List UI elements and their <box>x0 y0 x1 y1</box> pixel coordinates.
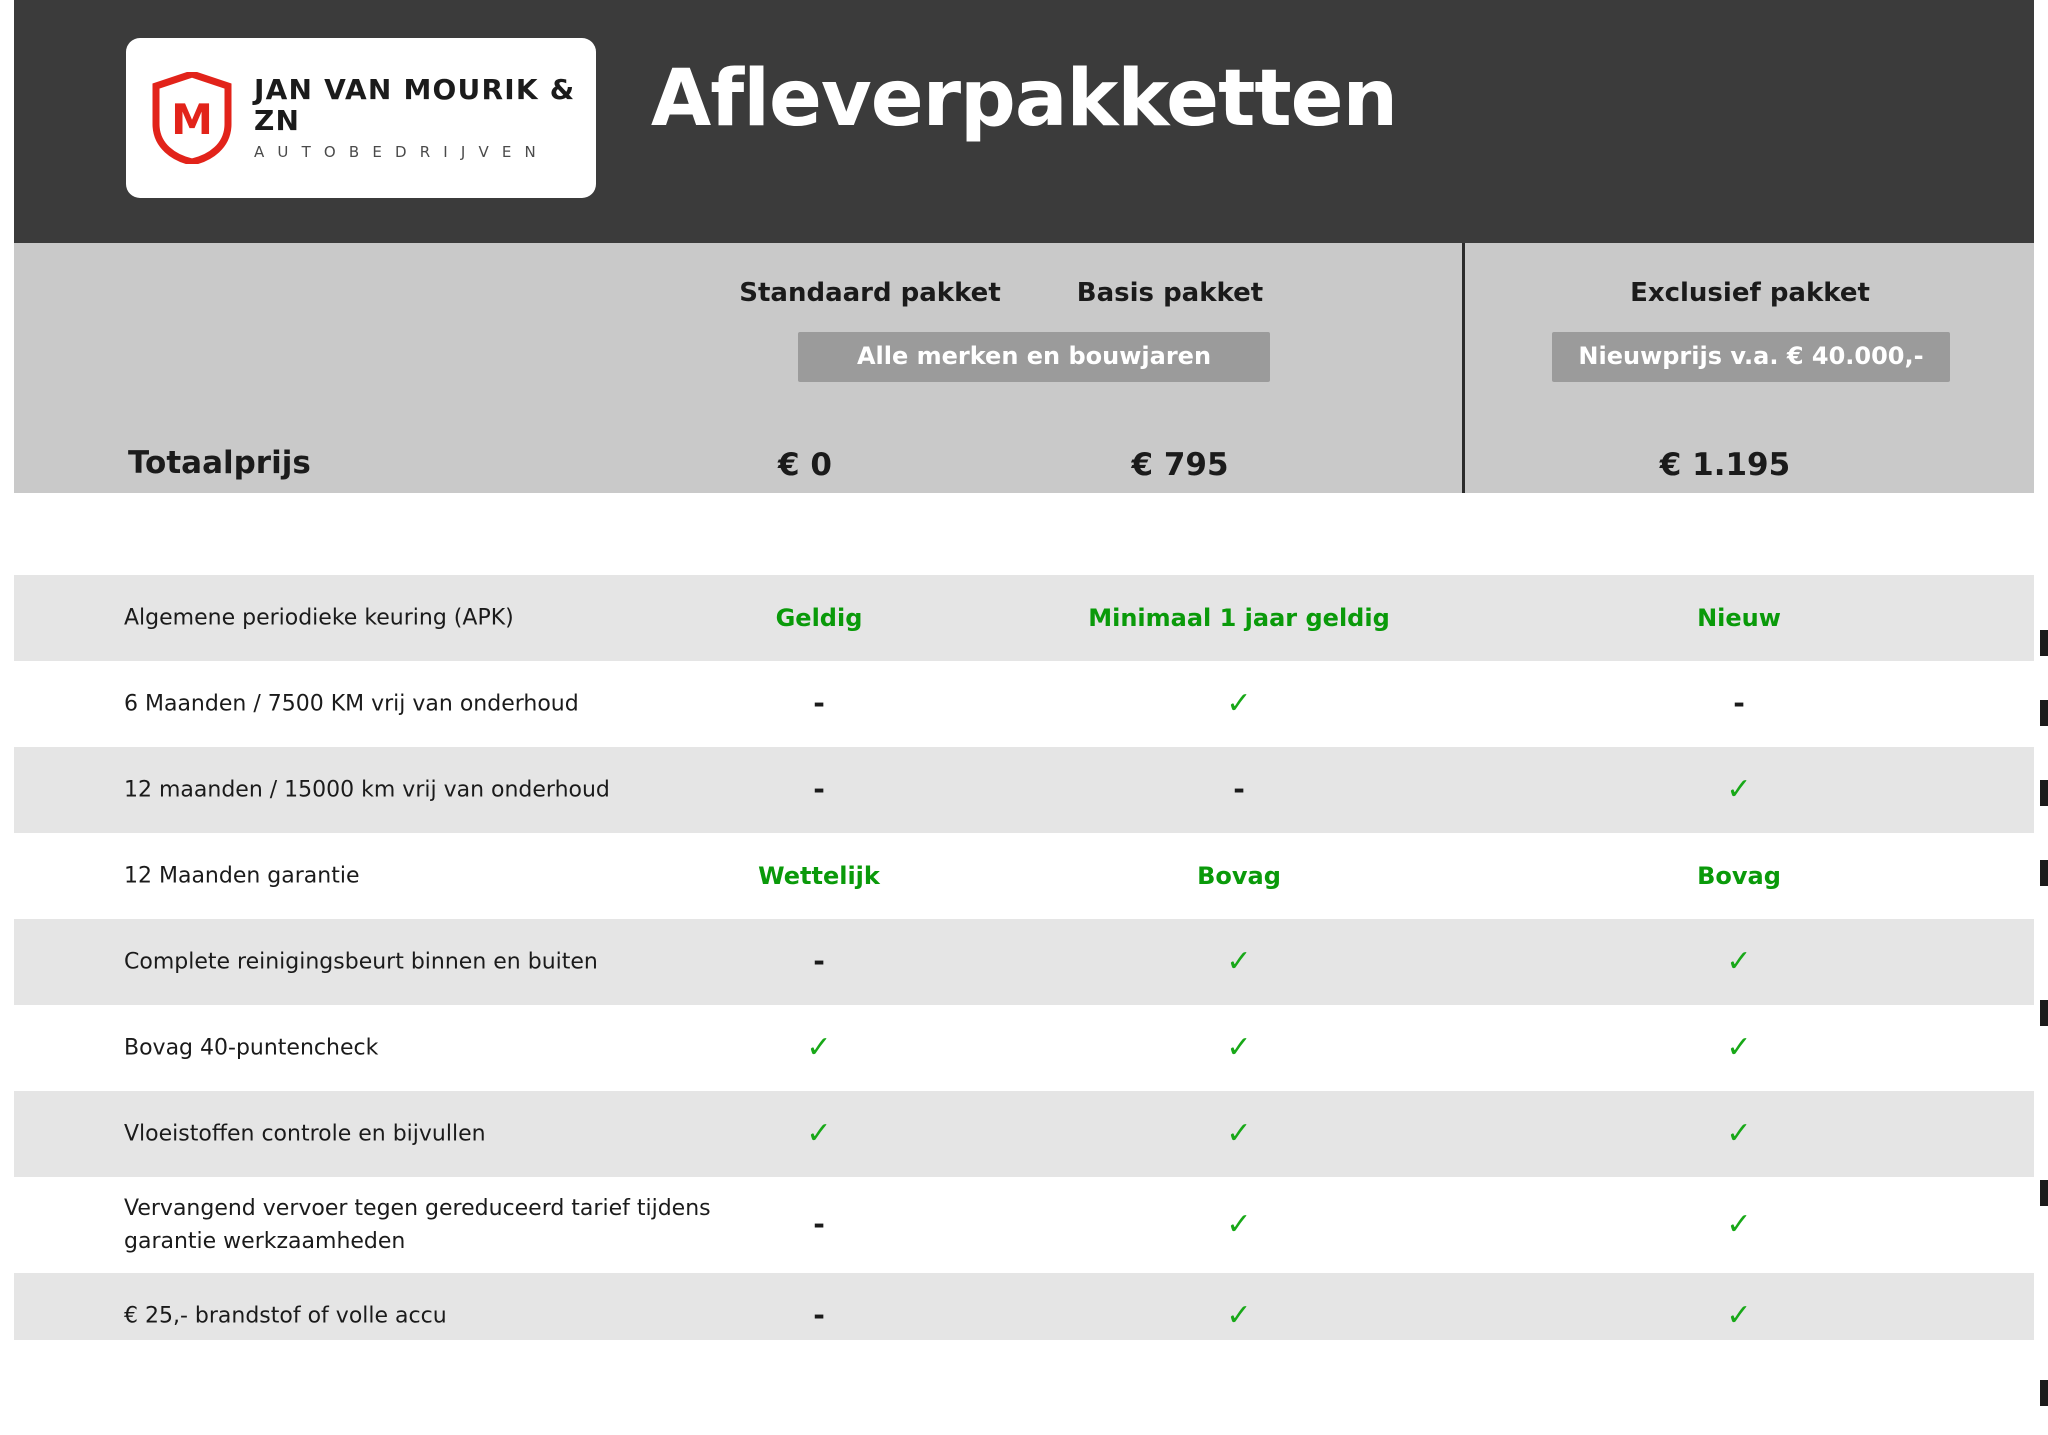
row-cell-exclusief <box>1544 686 1934 720</box>
check-icon: ✓ <box>806 1116 832 1151</box>
row-cell-standaard <box>714 686 924 720</box>
row-cell-standaard <box>714 1030 924 1065</box>
check-icon: ✓ <box>1726 944 1752 979</box>
column-header-standaard: Standaard pakket <box>739 278 1001 308</box>
row-label: Vloeistoffen controle en bijvullen <box>124 1121 486 1147</box>
badge-alle-merken: Alle merken en bouwjaren <box>798 332 1270 382</box>
row-label: Bovag 40-puntencheck <box>124 1035 379 1061</box>
row-label: Vervangend vervoer tegen gereduceerd tarief tijdens garantie werkzaamheden <box>124 1196 711 1254</box>
row-cell-exclusief <box>1544 1030 1934 1065</box>
row-cell-exclusief <box>1544 944 1934 979</box>
svg-text:M: M <box>171 95 213 144</box>
table-row <box>14 1005 2034 1091</box>
spacer-row-bottom <box>14 1340 2034 1435</box>
dash-icon: - <box>1733 686 1745 720</box>
row-label: Algemene periodieke keuring (APK) <box>124 605 514 631</box>
cell-text: Minimaal 1 jaar geldig <box>1088 604 1390 632</box>
cell-text: Bovag <box>1197 862 1281 890</box>
row-cell-standaard <box>714 1207 924 1241</box>
badge-nieuwprijs: Nieuwprijs v.a. € 40.000,- <box>1552 332 1950 382</box>
row-label: Complete reinigingsbeurt binnen en buiten <box>124 949 598 975</box>
column-header-basis: Basis pakket <box>1076 278 1264 308</box>
totaalprijs-label: Totaalprijs <box>128 445 311 481</box>
feature-table <box>14 575 2034 1359</box>
page-title: Afleverpakketten <box>650 54 1398 144</box>
dash-icon: - <box>1233 772 1245 806</box>
check-icon: ✓ <box>1226 944 1252 979</box>
totaalprijs-basis: € 795 <box>1131 447 1229 483</box>
totaalprijs-standaard: € 0 <box>778 447 832 483</box>
cell-text: Wettelijk <box>758 862 880 890</box>
row-label: 12 Maanden garantie <box>124 863 360 889</box>
row-label: 12 maanden / 15000 km vrij van onderhoud <box>124 777 610 803</box>
row-cell-exclusief <box>1544 1116 1934 1151</box>
cell-text: Geldig <box>775 604 863 632</box>
check-icon: ✓ <box>1726 1298 1752 1333</box>
check-icon: ✓ <box>1726 1207 1752 1242</box>
row-cell-basis <box>1034 686 1444 721</box>
row-cell-exclusief <box>1544 604 1934 632</box>
check-icon: ✓ <box>1726 772 1752 807</box>
dash-icon: - <box>813 944 825 978</box>
check-icon: ✓ <box>1226 1030 1252 1065</box>
row-cell-standaard <box>714 1298 924 1332</box>
row-cell-basis <box>1034 1030 1444 1065</box>
check-icon: ✓ <box>806 1030 832 1065</box>
table-row <box>14 575 2034 661</box>
row-cell-exclusief <box>1544 772 1934 807</box>
row-cell-basis <box>1034 1116 1444 1151</box>
table-row <box>14 1091 2034 1177</box>
dash-icon: - <box>813 1298 825 1332</box>
logo-company-name: JAN VAN MOURIK & ZN <box>254 73 576 137</box>
row-cell-standaard <box>714 862 924 890</box>
row-cell-basis <box>1034 604 1444 632</box>
row-label: 6 Maanden / 7500 KM vrij van onderhoud <box>124 691 579 717</box>
table-row <box>14 661 2034 747</box>
row-cell-basis <box>1034 1207 1444 1242</box>
spacer-row-top <box>14 493 2034 575</box>
check-icon: ✓ <box>1226 1207 1252 1242</box>
page-edge-marks <box>2040 0 2048 1435</box>
check-icon: ✓ <box>1226 686 1252 721</box>
row-cell-exclusief <box>1544 862 1934 890</box>
table-row <box>14 1177 2034 1273</box>
totaalprijs-exclusief: € 1.195 <box>1659 447 1791 483</box>
logo-company-subtitle: A U T O B E D R I J V E N <box>254 142 540 161</box>
table-row <box>14 747 2034 833</box>
check-icon: ✓ <box>1726 1116 1752 1151</box>
dash-icon: - <box>813 1207 825 1241</box>
dash-icon: - <box>813 772 825 806</box>
row-cell-basis <box>1034 1298 1444 1333</box>
row-cell-standaard <box>714 1116 924 1151</box>
row-cell-exclusief <box>1544 1207 1934 1242</box>
row-cell-basis <box>1034 772 1444 806</box>
table-row <box>14 919 2034 1005</box>
row-cell-standaard <box>714 772 924 806</box>
check-icon: ✓ <box>1226 1298 1252 1333</box>
cell-text: Nieuw <box>1697 604 1781 632</box>
row-cell-exclusief <box>1544 1298 1934 1333</box>
document-header <box>14 0 2034 243</box>
row-cell-standaard <box>714 944 924 978</box>
row-cell-basis <box>1034 862 1444 890</box>
cell-text: Bovag <box>1697 862 1781 890</box>
dash-icon: - <box>813 686 825 720</box>
check-icon: ✓ <box>1226 1116 1252 1151</box>
column-header-exclusief: Exclusief pakket <box>1630 278 1870 308</box>
table-row <box>14 833 2034 919</box>
row-cell-standaard <box>714 604 924 632</box>
row-cell-basis <box>1034 944 1444 979</box>
check-icon: ✓ <box>1726 1030 1752 1065</box>
row-label: € 25,- brandstof of volle accu <box>124 1303 447 1329</box>
